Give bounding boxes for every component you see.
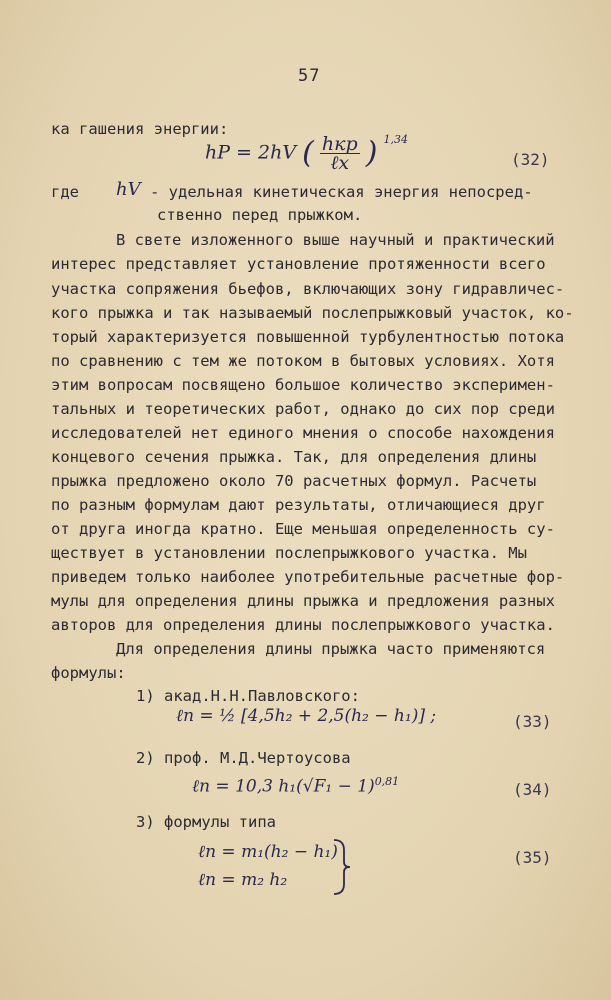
- formula-34: [192, 775, 399, 797]
- text-line: кого прыжка и так называемый послепрыжковый участок, ко-: [51, 304, 574, 322]
- text-line: приведем только наиболее употребительные расчетные фор-: [51, 568, 565, 586]
- formula-32-exponent: 1,34: [383, 133, 408, 147]
- equation-number-32: (32): [511, 150, 550, 169]
- text-line: прыжка предложено около 70 расчетных формул. Расчеты: [51, 472, 537, 490]
- text-line: - удельная кинетическая энергия непосред-: [150, 183, 533, 201]
- equation-number-33: (33): [513, 712, 552, 731]
- text-line: участка сопряжения бьефов, включающих зону гидравличес-: [51, 280, 565, 298]
- text-line: ществует в установлении послепрыжкового участка. Мы: [51, 544, 527, 562]
- formula-32-lhs: hP = 2hV: [205, 141, 297, 164]
- formula-32-denominator: ℓx: [330, 152, 350, 174]
- equation-number-34: (34): [513, 780, 552, 799]
- formula-32-numerator: hкр: [321, 133, 358, 155]
- text-line: исследователей нет единого мнения о способе нахождения: [51, 424, 555, 442]
- formula-32: hP = 2hV ( hкр ℓx ) $^{1,34}$: [205, 133, 408, 174]
- text-line: В свете изложенного выше научный и практический: [116, 231, 555, 249]
- text-line: концевого сечения прыжка. Так, для определения длины: [51, 448, 537, 466]
- text-line: по разным формулам дают результаты, отличающиеся друг: [51, 496, 546, 514]
- page-number: 57: [298, 66, 321, 86]
- formula-35b: ℓn = m₂ h₂: [198, 870, 288, 890]
- text-line: интерес представляет установление протяженности всего: [51, 255, 546, 273]
- text-line: торый характеризуется повышенной турбулентностью потока: [51, 328, 565, 346]
- list-item-3: 3) формулы типа: [136, 813, 276, 831]
- text-line: ственно перед прыжком.: [157, 206, 363, 224]
- list-item-2: 2) проф. М.Д.Чертоусова: [136, 749, 351, 767]
- text-line: формулы:: [51, 664, 126, 682]
- text-line: от друга иногда кратно. Еще меньшая определенность су-: [51, 520, 555, 538]
- brace-icon: [330, 838, 354, 896]
- text-line: этим вопросам посвящено большое количество эксперимен-: [51, 376, 555, 394]
- text-line: по сравнению с тем же потоком в бытовых условиях. Хотя: [51, 352, 555, 370]
- text-line: Для определения длины прыжка часто применяются: [116, 640, 546, 658]
- text-line: где: [51, 183, 79, 201]
- formula-34-exponent: 0,81: [374, 775, 400, 788]
- formula-35a: ℓn = m₁(h₂ − h₁): [198, 842, 338, 862]
- text-line: авторов для определения длины послепрыжкового участка.: [51, 616, 555, 634]
- equation-number-35: (35): [513, 848, 552, 867]
- text-line: ка гашения энергии:: [51, 120, 229, 138]
- text-line: мулы для определения длины прыжка и предложения разных: [51, 592, 555, 610]
- text-line: тальных и теоретических работ, однако до сих пор среди: [51, 400, 555, 418]
- list-item-1: 1) акад.Н.Н.Павловского:: [136, 687, 360, 705]
- formula-hv: hV: [116, 179, 141, 200]
- formula-33: ℓn = ½ [4,5h₂ + 2,5(h₂ − h₁)] ;: [176, 706, 437, 726]
- formula-34-body: ℓn = 10,3 h₁(√F₁ − 1): [192, 776, 375, 797]
